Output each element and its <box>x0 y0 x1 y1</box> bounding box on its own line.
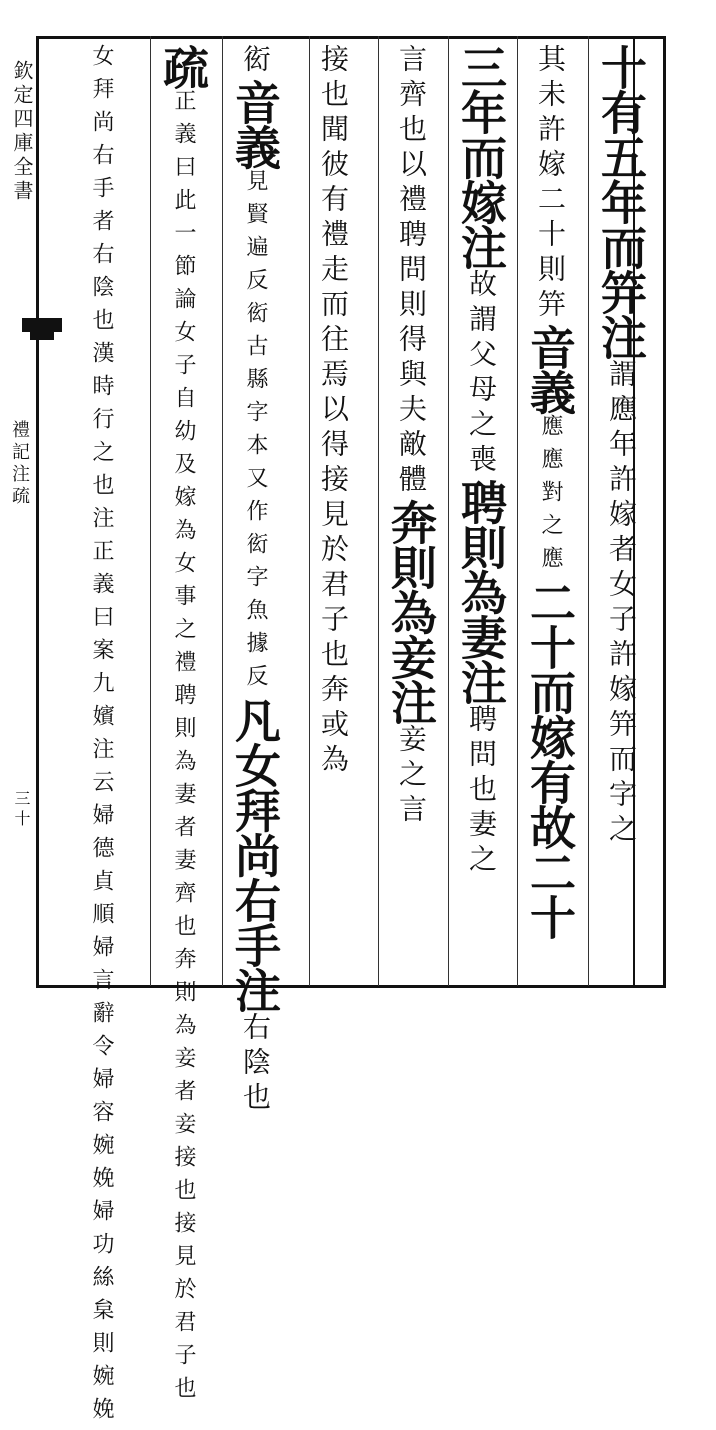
column-rule <box>588 36 589 986</box>
commentary-text: 接也聞彼有禮走而往焉以得接見於君子也奔或為 <box>317 44 350 779</box>
column-rule <box>517 36 518 986</box>
commentary-text: 其未許嫁二十則笄 <box>534 44 567 324</box>
main-text: 十有五年而笄注 <box>594 44 648 359</box>
text-column <box>90 44 112 1430</box>
commentary-text: 故謂父母之喪 <box>465 269 498 479</box>
commentary-text: 右陰也 <box>239 1012 272 1117</box>
text-column <box>454 44 508 879</box>
commentary-text: 衒 <box>239 44 272 79</box>
main-text: 聘則為妻注 <box>454 479 508 704</box>
main-text: 三年而嫁注 <box>454 44 508 269</box>
commentary-text: 妾之言 <box>395 724 428 829</box>
margin-book-title: 欽定四庫全書 <box>10 60 34 204</box>
text-column <box>156 44 210 1409</box>
fishtail-mark <box>30 332 54 340</box>
commentary-text: 謂應年許嫁者女子許嫁笄而字之 <box>605 359 638 849</box>
main-text: 奔則為妾注 <box>384 499 438 724</box>
annotation-text: 正義曰此一節論女子自幼及嫁為女事之禮聘則為妻者妻齊也奔則為妾者妾接也接見於君子也 <box>171 89 196 1409</box>
commentary-text: 聘問也妻之 <box>465 704 498 879</box>
fishtail-mark <box>22 318 62 332</box>
main-text: 凡女拜尚右手注 <box>228 697 282 1012</box>
text-column <box>228 44 282 1117</box>
main-text: 音義 <box>228 79 282 169</box>
column-rule <box>222 36 223 986</box>
text-column <box>317 44 350 779</box>
annotation-text: 女拜尚右手者右陰也漢時行之也注正義曰案九嬪注云婦德貞順婦言辭令婦容婉娩婦功絲枲則婉娩 <box>89 44 114 1430</box>
commentary-text: 言齊也以禮聘問則得與夫敵體 <box>395 44 428 499</box>
column-rule <box>150 36 151 986</box>
margin-section-title: 禮記注疏 <box>9 420 30 508</box>
column-rule <box>309 36 310 986</box>
text-column <box>384 44 438 829</box>
column-rule <box>378 36 379 986</box>
annotation-text: 見賢遍反衒古縣字本又作衒字魚據反 <box>243 169 268 697</box>
text-column <box>523 44 577 939</box>
main-text: 疏 <box>156 44 210 89</box>
main-text: 音義 <box>523 324 577 414</box>
column-rule <box>448 36 449 986</box>
main-text: 二十而嫁有故二十 <box>523 579 577 939</box>
annotation-text: 應應對之應 <box>538 414 563 579</box>
margin-page-number: 三十 <box>12 790 31 830</box>
text-column <box>594 44 648 849</box>
